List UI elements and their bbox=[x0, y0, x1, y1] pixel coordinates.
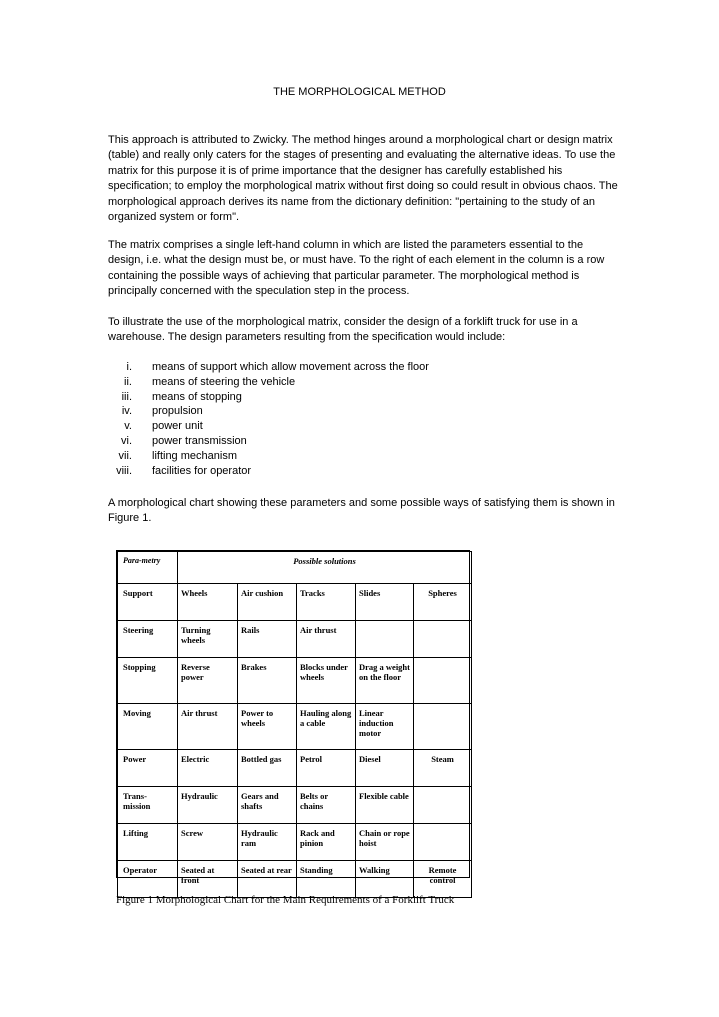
table-cell: Seated at front bbox=[178, 861, 238, 898]
row-parameter: Steering bbox=[118, 621, 178, 658]
list-number: i. bbox=[126, 361, 132, 373]
table-cell: Diesel bbox=[356, 750, 414, 787]
list-number: vi. bbox=[121, 434, 132, 447]
table-cell: Slides bbox=[356, 584, 414, 621]
list-number: v. bbox=[124, 420, 132, 433]
table-cell: Air cushion bbox=[238, 584, 297, 621]
table-cell bbox=[414, 704, 472, 750]
list-text: means of stopping bbox=[152, 390, 242, 403]
list-number: viii. bbox=[116, 464, 132, 477]
parameter-list bbox=[108, 360, 618, 478]
row-parameter: Lifting bbox=[118, 824, 178, 861]
row-parameter: Support bbox=[118, 584, 178, 621]
table-row bbox=[118, 824, 472, 861]
morphological-chart bbox=[116, 550, 470, 885]
row-parameter: Operator bbox=[118, 861, 178, 898]
table-cell: Steam bbox=[414, 750, 472, 787]
figure-caption: Figure 1 Morphological Chart for the Main Requirements of a Forklift Truck bbox=[116, 894, 455, 906]
list-number: vii. bbox=[118, 449, 132, 462]
list-number: ii. bbox=[124, 375, 132, 388]
paragraph-illustration: To illustrate the use of the morphological matrix, consider the design of a forklift truck for use in a warehouse. The design parameters resulting from the specification would include: bbox=[108, 316, 578, 344]
list-item bbox=[108, 434, 618, 449]
list-number: iii. bbox=[121, 390, 132, 403]
list-text: facilities for operator bbox=[152, 464, 252, 477]
list-text: means of steering the vehicle bbox=[152, 375, 296, 388]
table-header-row bbox=[118, 552, 472, 584]
table-cell: Drag a weight on the floor bbox=[356, 658, 414, 704]
list-item bbox=[108, 375, 618, 390]
list-text: means of support which allow movement across the floor bbox=[152, 361, 429, 373]
paragraph-intro: This approach is attributed to Zwicky. The method hinges around a morphological chart or design matrix (table) and really only caters for the stages of presenting and evaluating the alternative ideas. To use the matrix for this purpose it is of prime importance that the designer has carefully established his specification; to employ the morphological matrix without first doing so could result in obvious chaos. The morphological approach derives its name from the dictionary definition: "pertaining to the study of an organized system or form". bbox=[108, 134, 618, 224]
table-cell: Screw bbox=[178, 824, 238, 861]
list-item bbox=[108, 360, 618, 375]
table-cell: Petrol bbox=[297, 750, 356, 787]
table-cell: Walking bbox=[356, 861, 414, 898]
paragraph-matrix: The matrix comprises a single left-hand column in which are listed the parameters essential to the design, i.e. what the design must be, or must have. To the right of each element in the column is a row containing the possible ways of achieving that particular parameter. The morphological method is principally concerned with the speculation step in the process. bbox=[108, 239, 605, 298]
table-row bbox=[118, 861, 472, 898]
table-cell: Hauling along a cable bbox=[297, 704, 356, 750]
table-cell: Reverse power bbox=[178, 658, 238, 704]
list-item bbox=[108, 449, 618, 464]
table-row bbox=[118, 704, 472, 750]
table-row bbox=[118, 584, 472, 621]
header-parameters: Para-metry bbox=[118, 552, 178, 584]
table-cell: Rails bbox=[238, 621, 297, 658]
table-cell: Blocks under wheels bbox=[297, 658, 356, 704]
table-cell: Air thrust bbox=[297, 621, 356, 658]
list-text: power transmission bbox=[152, 434, 247, 447]
table-cell bbox=[414, 658, 472, 704]
table-cell: Wheels bbox=[178, 584, 238, 621]
table-cell: Flexible cable bbox=[356, 787, 414, 824]
row-parameter: Stopping bbox=[118, 658, 178, 704]
table-cell: Tracks bbox=[297, 584, 356, 621]
table-cell: Spheres bbox=[414, 584, 472, 621]
row-parameter: Moving bbox=[118, 704, 178, 750]
row-parameter: Trans-mission bbox=[118, 787, 178, 824]
paragraph-figure-reference: A morphological chart showing these parameters and some possible ways of satisfying them is shown in Figure 1. bbox=[108, 497, 615, 525]
table-cell: Electric bbox=[178, 750, 238, 787]
list-item bbox=[108, 390, 618, 405]
table-cell: Rack and pinion bbox=[297, 824, 356, 861]
table-cell bbox=[356, 621, 414, 658]
table-cell bbox=[414, 787, 472, 824]
table-row bbox=[118, 750, 472, 787]
table-cell: Brakes bbox=[238, 658, 297, 704]
table-cell: Hydraulic bbox=[178, 787, 238, 824]
page-title: THE MORPHOLOGICAL METHOD bbox=[273, 86, 446, 98]
table-cell: Turning wheels bbox=[178, 621, 238, 658]
table-cell: Hydraulic ram bbox=[238, 824, 297, 861]
table-cell: Bottled gas bbox=[238, 750, 297, 787]
table-cell: Gears and shafts bbox=[238, 787, 297, 824]
table-cell: Linear induction motor bbox=[356, 704, 414, 750]
list-text: lifting mechanism bbox=[152, 449, 237, 462]
list-number: iv. bbox=[121, 405, 132, 418]
table-row bbox=[118, 787, 472, 824]
table-cell: Chain or rope hoist bbox=[356, 824, 414, 861]
table-row bbox=[118, 658, 472, 704]
list-item bbox=[108, 419, 618, 434]
list-text: power unit bbox=[152, 420, 203, 433]
list-item bbox=[108, 404, 618, 419]
table-cell: Seated at rear bbox=[238, 861, 297, 898]
table-row bbox=[118, 621, 472, 658]
table-cell: Belts or chains bbox=[297, 787, 356, 824]
table-cell bbox=[414, 621, 472, 658]
table-cell: Standing bbox=[297, 861, 356, 898]
table-cell: Power to wheels bbox=[238, 704, 297, 750]
morphological-table bbox=[117, 551, 472, 898]
list-text: propulsion bbox=[152, 405, 203, 418]
row-parameter: Power bbox=[118, 750, 178, 787]
table-cell: Air thrust bbox=[178, 704, 238, 750]
table-cell bbox=[414, 824, 472, 861]
list-item bbox=[108, 464, 618, 479]
table-cell: Remote control bbox=[414, 861, 472, 898]
header-possible-solutions: Possible solutions bbox=[178, 552, 472, 584]
